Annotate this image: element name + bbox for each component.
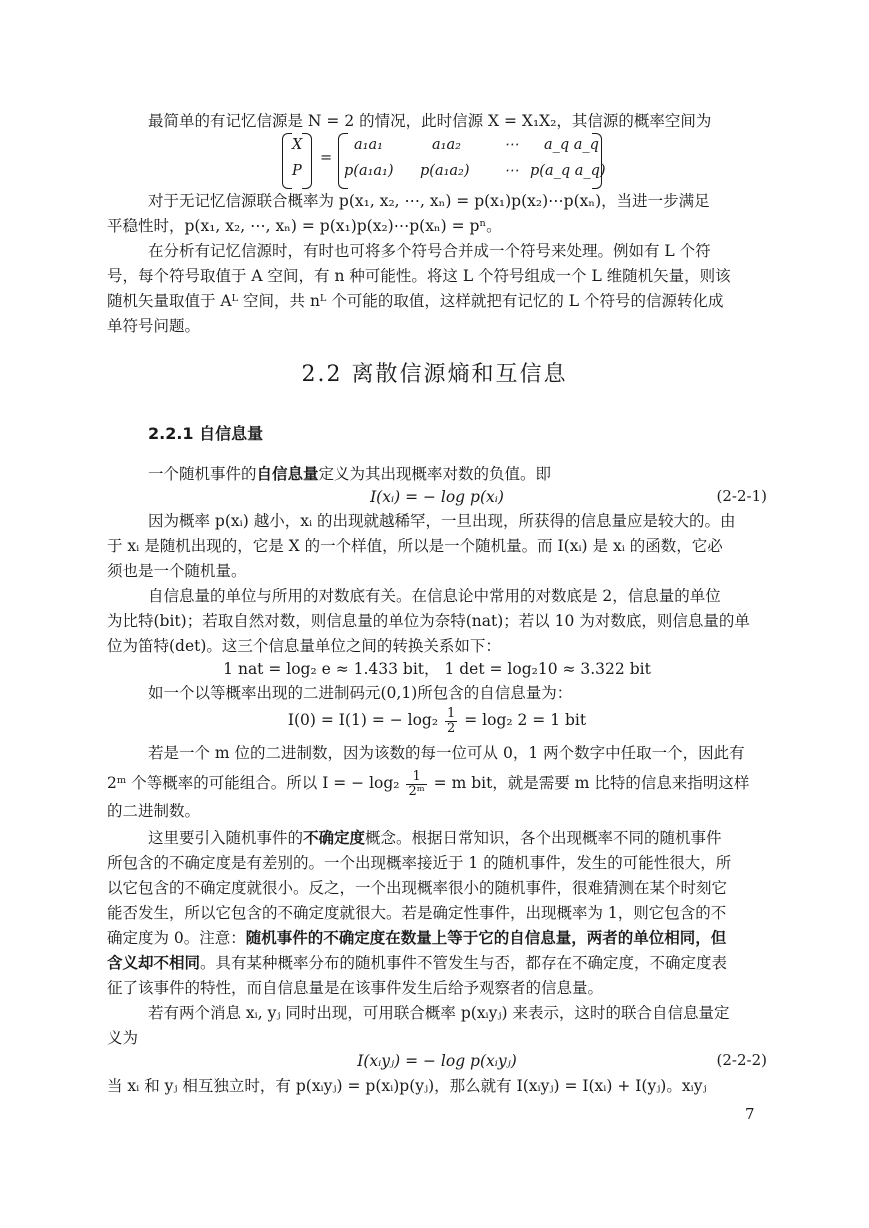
probability-space-matrix (282, 133, 606, 187)
fraction-numerator: 1 (406, 770, 426, 785)
paragraph-text: 平稳性时，p(x₁, x₂, ⋯, xₙ) = p(x₁)p(x₂)⋯p(xₙ) = pⁿ。 (107, 217, 502, 235)
equation (107, 705, 767, 736)
left-brace-1 (282, 133, 292, 189)
fraction-denominator: 2ᵐ (408, 783, 425, 799)
fraction-numerator: 1 (447, 705, 456, 721)
paragraph-text: 最简单的有记忆信源是 N = 2 的情况，此时信源 X = X₁X₂，其信源的概率空间为 (148, 112, 712, 130)
paragraph-text: 的二进制数。 (107, 802, 201, 820)
matrix-label-p: P (292, 163, 302, 179)
equation-right: = log₂ 2 = 1 bit (464, 711, 587, 729)
text-run: = m bit，就是需要 m 比特的信息来指明这样 (433, 774, 750, 792)
emphasis-bold: 随机事件的不确定度在数量上等于它的自信息量，两者的单位相同，但 (245, 928, 727, 947)
paragraph-text: 为比特(bit)；若取自然对数，则信息量的单位为奈特(nat)；若以 10 为对数底，则信息量的单 (107, 612, 750, 630)
paragraph-text: 义为 (107, 1029, 139, 1047)
paragraph-text: 能否发生，所以它包含的不确定度就很大。若是确定性事件，出现概率为 1，则它包含的不 (107, 904, 727, 922)
text-run: 确定度为 0。注意： (107, 929, 246, 947)
emphasis-bold: 含义却不相同 (107, 953, 201, 972)
paragraph-text: 单符号问题。 (107, 317, 201, 335)
text-run: 概念。根据日常知识，各个出现概率不同的随机事件 (365, 829, 722, 847)
equation-body: I(xᵢyⱼ) = − log p(xᵢyⱼ) (357, 1052, 517, 1070)
paragraph-text (148, 827, 808, 849)
paragraph-text: 对于无记忆信源联合概率为 p(x₁, x₂, ⋯, xₙ) = p(x₁)p(x₂)⋯p(xₙ)，当进一步满足 (148, 192, 710, 210)
matrix-cell: ⋯ (504, 137, 519, 153)
equation (107, 1050, 767, 1072)
paragraph-text (107, 952, 767, 974)
matrix-equals: = (320, 150, 333, 166)
right-brace-1 (302, 133, 312, 189)
unit-conversion: 1 nat = log₂ e ≈ 1.433 bit， 1 det = log₂10 ≈ 3.322 bit (223, 660, 651, 678)
paragraph-text: 如一个以等概率出现的二进制码元(0,1)所包含的自信息量为： (148, 684, 573, 702)
text-run: 。具有某种概率分布的随机事件不管发生与否，都存在不确定度，不确定度表 (200, 954, 728, 972)
term-bold: 自信息量 (256, 464, 319, 483)
matrix-label-x: X (292, 137, 303, 153)
text-run: 一个随机事件的 (148, 465, 257, 483)
paragraph-text: 当 xᵢ 和 yⱼ 相互独立时，有 p(xᵢyⱼ) = p(xᵢ)p(yⱼ)，那么就有 I(xᵢyⱼ) = I(xᵢ) + I(yⱼ)。xᵢyⱼ (107, 1077, 707, 1095)
section-title: 2.2 离散信源熵和互信息 (301, 362, 568, 387)
term-bold: 不确定度 (303, 828, 366, 847)
text-run: 定义为其出现概率对数的负值。即 (318, 465, 552, 483)
paragraph-text: 位为笛特(det)。这三个信息量单位之间的转换关系如下： (107, 637, 501, 655)
paragraph-text: 号，每个符号取值于 A 空间，有 n 种可能性。将这 L 个符号组成一个 L 维随机矢量，则该 (107, 267, 731, 285)
fraction (445, 707, 457, 736)
paragraph-text (107, 768, 767, 799)
matrix-cell: ⋯ (504, 163, 519, 179)
matrix-cell: p(a₁a₁) (344, 163, 394, 179)
paragraph-text (148, 463, 808, 485)
equation-left: I(0) = I(1) = − log₂ (287, 711, 439, 729)
equation-body: I(xᵢ) = − log p(xᵢ) (370, 488, 504, 506)
paragraph-text: 若有两个消息 xᵢ, yⱼ 同时出现，可用联合概率 p(xᵢyⱼ) 来表示，这时的联合自信息量定 (148, 1004, 730, 1022)
paragraph-text: 于 xᵢ 是随机出现的，它是 X 的一个样值，所以是一个随机量。而 I(xᵢ) 是 xᵢ 的函数，它必 (107, 537, 723, 555)
subsection-title: 2.2.1 自信息量 (148, 424, 264, 443)
page-number: 7 (745, 1105, 755, 1123)
paragraph-text: 征了该事件的特性，而自信息量是在该事件发生后给予观察者的信息量。 (107, 979, 604, 997)
text-run: 这里要引入随机事件的 (148, 829, 304, 847)
paragraph-text: 因为概率 p(xᵢ) 越小，xᵢ 的出现就越稀罕，一旦出现，所获得的信息量应是较大的。由 (148, 512, 736, 530)
left-brace-2 (338, 133, 348, 189)
matrix-cell: p(a₁a₂) (420, 163, 470, 179)
equation (107, 486, 767, 508)
matrix-cell: p(a_q a_q) (530, 163, 606, 179)
equation-number: (2-2-1) (716, 487, 767, 505)
equation-number: (2-2-2) (716, 1051, 767, 1069)
paragraph-text: 以它包含的不确定度就很小。反之，一个出现概率很小的随机事件，很难猜测在某个时刻它 (107, 879, 728, 897)
paragraph-text: 须也是一个随机量。 (107, 562, 247, 580)
paragraph-text (107, 927, 767, 949)
matrix-cell: a₁a₂ (432, 137, 461, 153)
fraction (406, 770, 426, 799)
right-brace-2 (592, 133, 602, 189)
paragraph-text: 在分析有记忆信源时，有时也可将多个符号合并成一个符号来处理。例如有 L 个符 (148, 242, 711, 260)
paragraph-text: 所包含的不确定度是有差别的。一个出现概率接近于 1 的随机事件，发生的可能性很大，所 (107, 854, 732, 872)
text-run: 2ᵐ 个等概率的可能组合。所以 I = − log₂ (107, 774, 400, 792)
paragraph-text: 自信息量的单位与所用的对数底有关。在信息论中常用的对数底是 2，信息量的单位 (148, 587, 721, 605)
matrix-cell: a₁a₁ (354, 137, 383, 153)
paragraph-text: 随机矢量取值于 Aᴸ 空间，共 nᴸ 个可能的取值，这样就把有记忆的 L 个符号的信源转化成 (107, 292, 724, 310)
paragraph-text: 若是一个 m 位的二进制数，因为该数的每一位可从 0，1 两个数字中任取一个，因此有 (148, 744, 745, 762)
matrix-cell: a_q a_q (544, 137, 599, 153)
fraction-denominator: 2 (447, 720, 456, 736)
